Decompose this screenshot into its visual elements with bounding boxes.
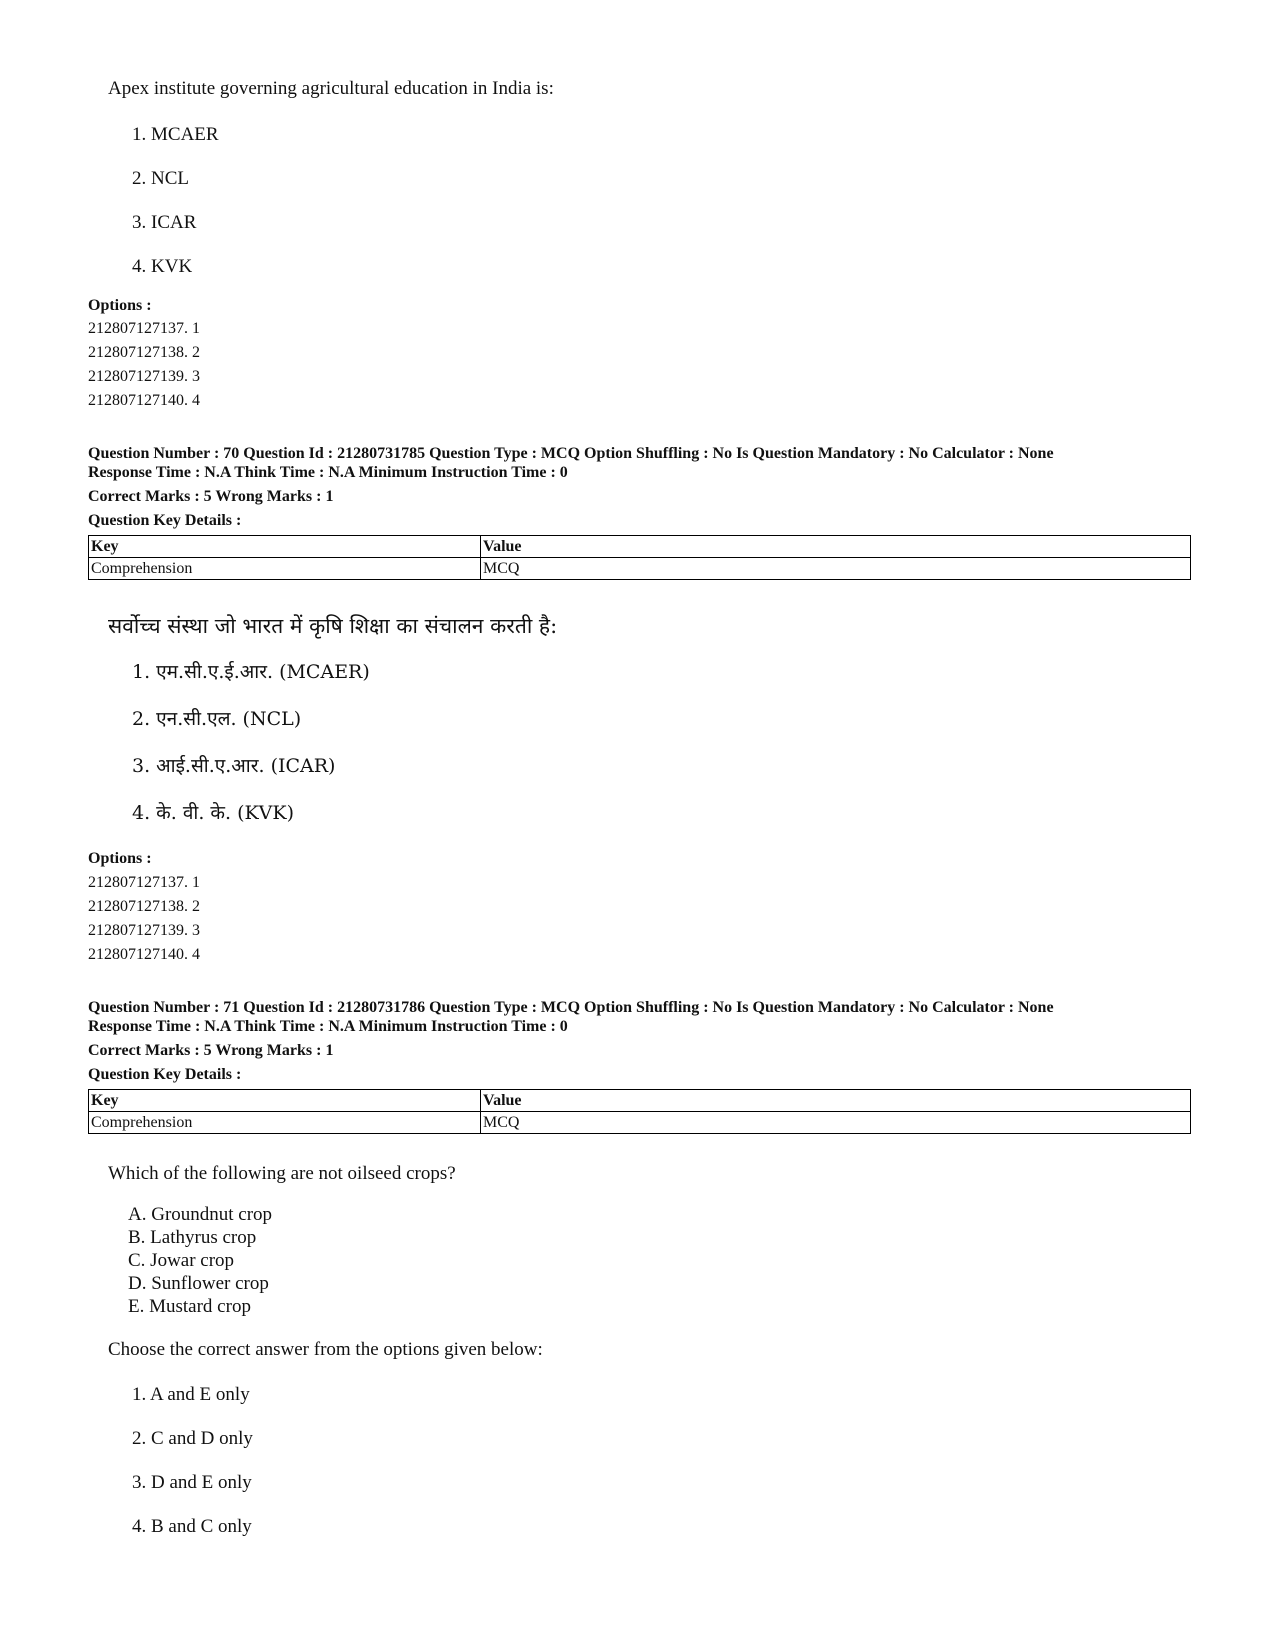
statement-c: C. Jowar crop — [128, 1250, 235, 1271]
option-line-3: 212807127139. 3 — [88, 922, 200, 939]
choice-1: 1. A and E only — [132, 1384, 250, 1405]
marks-line: Correct Marks : 5 Wrong Marks : 1 — [88, 488, 334, 505]
option-line-4: 212807127140. 4 — [88, 946, 200, 963]
table-cell-value: MCQ — [481, 1112, 1191, 1134]
statement-b: B. Lathyrus crop — [128, 1227, 257, 1248]
choice-1: 1. MCAER — [132, 124, 219, 145]
statement-e: E. Mustard crop — [128, 1296, 251, 1317]
table-header-row — [89, 536, 1191, 558]
choice-3: 3. ICAR — [132, 212, 197, 233]
table-header-key: Key — [89, 1090, 481, 1112]
table-cell-key: Comprehension — [89, 1112, 481, 1134]
instruction-text: Choose the correct answer from the options given below: — [108, 1339, 543, 1360]
choice-2: 2. NCL — [132, 168, 189, 189]
statement-d: D. Sunflower crop — [128, 1273, 269, 1294]
table-header-row — [89, 1090, 1191, 1112]
marks-line: Correct Marks : 5 Wrong Marks : 1 — [88, 1042, 334, 1059]
choice-1-hindi: 1. एम.सी.ए.ई.आर. (MCAER) — [132, 661, 370, 683]
table-row — [89, 1112, 1191, 1134]
options-label: Options : — [88, 850, 152, 867]
statement-a: A. Groundnut crop — [128, 1204, 273, 1225]
table-header-value: Value — [481, 536, 1191, 558]
key-details-table — [88, 535, 1191, 580]
choice-2-hindi: 2. एन.सी.एल. (NCL) — [132, 708, 302, 730]
option-line-2: 212807127138. 2 — [88, 898, 200, 915]
table-cell-key: Comprehension — [89, 558, 481, 580]
option-line-3: 212807127139. 3 — [88, 368, 200, 385]
option-line-1: 212807127137. 1 — [88, 320, 200, 337]
question-text: Apex institute governing agricultural education in India is: — [108, 78, 554, 99]
table-header-value: Value — [481, 1090, 1191, 1112]
choice-4-hindi: 4. के. वी. के. (KVK) — [132, 802, 295, 824]
key-details-label: Question Key Details : — [88, 1066, 242, 1083]
choice-3: 3. D and E only — [132, 1472, 252, 1493]
question-meta-line1: Question Number : 70 Question Id : 21280731785 Question Type : MCQ Option Shuffling : No Is Question Mandatory : No Calculator : None — [88, 445, 1054, 462]
choice-2: 2. C and D only — [132, 1428, 253, 1449]
option-line-1: 212807127137. 1 — [88, 874, 200, 891]
question-text: Which of the following are not oilseed crops? — [108, 1163, 456, 1184]
option-line-2: 212807127138. 2 — [88, 344, 200, 361]
table-cell-value: MCQ — [481, 558, 1191, 580]
choice-4: 4. B and C only — [132, 1516, 252, 1537]
question-meta-line2: Response Time : N.A Think Time : N.A Minimum Instruction Time : 0 — [88, 464, 568, 481]
table-row — [89, 558, 1191, 580]
choice-4: 4. KVK — [132, 256, 193, 277]
table-header-key: Key — [89, 536, 481, 558]
option-line-4: 212807127140. 4 — [88, 392, 200, 409]
choice-3-hindi: 3. आई.सी.ए.आर. (ICAR) — [132, 755, 336, 777]
key-details-label: Question Key Details : — [88, 512, 242, 529]
question-meta-line2: Response Time : N.A Think Time : N.A Minimum Instruction Time : 0 — [88, 1018, 568, 1035]
question-text-hindi: सर्वोच्च संस्था जो भारत में कृषि शिक्षा का संचालन करती है: — [108, 614, 558, 638]
options-label: Options : — [88, 297, 152, 314]
key-details-table — [88, 1089, 1191, 1134]
question-meta-line1: Question Number : 71 Question Id : 21280731786 Question Type : MCQ Option Shuffling : No Is Question Mandatory : No Calculator : None — [88, 999, 1054, 1016]
